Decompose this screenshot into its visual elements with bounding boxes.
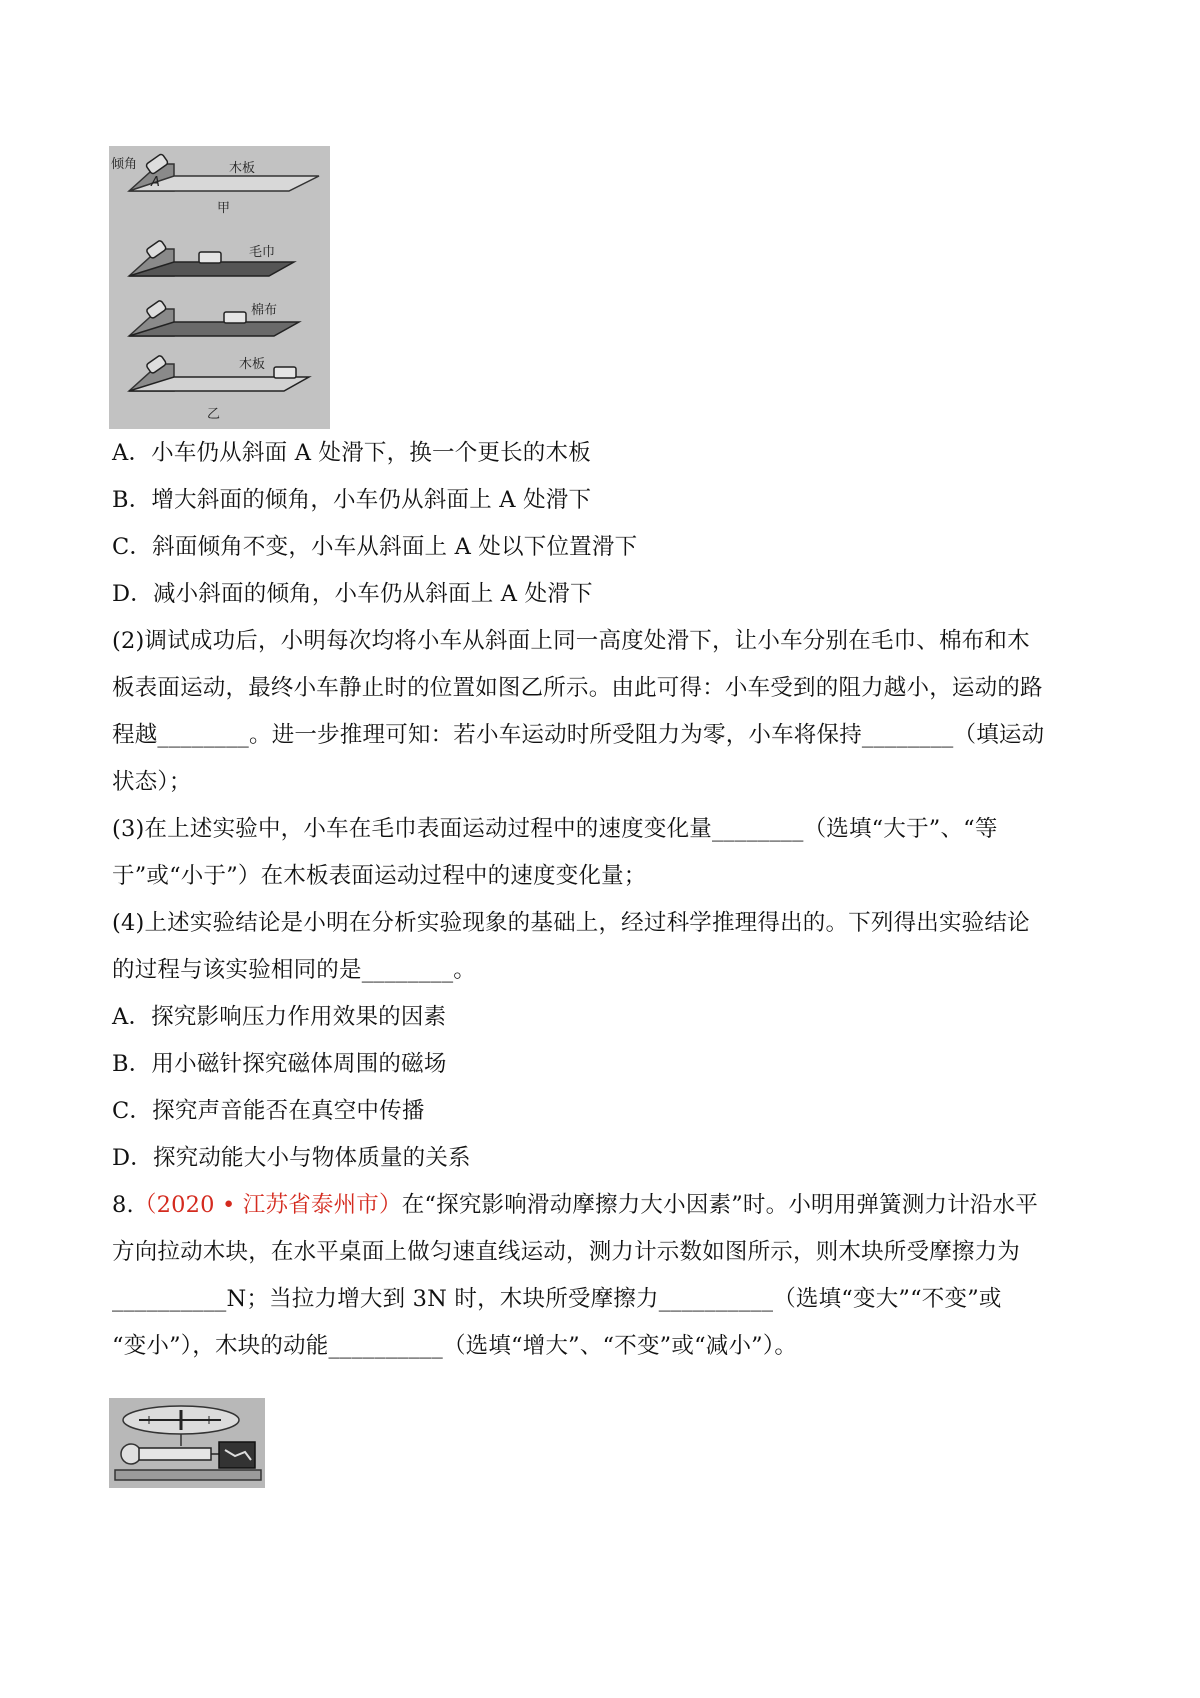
label-board-top: 木板	[229, 161, 256, 176]
q7-part1-option-d: D．减小斜面的倾角，小车仍从斜面上 A 处滑下	[112, 581, 593, 607]
q8-line-4: “变小”），木块的动能__________（选填“增大”、“不变”或“减小”）。	[112, 1333, 798, 1359]
label-towel: 毛巾	[249, 245, 276, 260]
label-angle: 倾角	[111, 157, 138, 172]
q7-part2-line-3: 程越________。进一步推理可知：若小车运动时所受阻力为零，小车将保持________（填运动	[112, 722, 1045, 748]
spring-scale-figure	[109, 1398, 265, 1488]
q7-part2-line-1: (2)调试成功后，小明每次均将小车从斜面上同一高度处滑下，让小车分别在毛巾、棉布和木	[112, 628, 1030, 654]
q7-part1-option-a: A．小车仍从斜面 A 处滑下，换一个更长的木板	[112, 440, 591, 466]
q8-line-1	[112, 1190, 1038, 1220]
q7-part4-option-c: C．探究声音能否在真空中传播	[112, 1098, 425, 1124]
q7-part3-line-1: (3)在上述实验中，小车在毛巾表面运动过程中的速度变化量________（选填“大于”、“等	[112, 816, 998, 842]
q7-part4-option-a: A．探究影响压力作用效果的因素	[112, 1004, 447, 1030]
q8-line-2: 方向拉动木块，在水平桌面上做匀速直线运动，测力计示数如图所示，则木块所受摩擦力为	[112, 1239, 1021, 1265]
label-board-bottom: 木板	[239, 357, 266, 372]
q7-part4-line-1: (4)上述实验结论是小明在分析实验现象的基础上，经过科学推理得出的。下列得出实验结论	[112, 910, 1030, 936]
label-yi: 乙	[207, 407, 221, 422]
q7-part1-option-c: C．斜面倾角不变，小车从斜面上 A 处以下位置滑下	[112, 534, 638, 560]
q7-part3-line-2: 于”或“小于”）在木板表面运动过程中的速度变化量；	[112, 863, 647, 889]
label-point-a: A	[151, 175, 160, 190]
q7-part2-line-2: 板表面运动，最终小车静止时的位置如图乙所示。由此可得：小车受到的阻力越小，运动的路	[112, 675, 1043, 701]
q8-line-3: __________N；当拉力增大到 3N 时，木块所受摩擦力__________（选填“变大”“不变”或	[112, 1286, 1002, 1312]
label-cotton: 棉布	[251, 303, 278, 318]
q7-part4-line-2: 的过程与该实验相同的是________。	[112, 957, 477, 983]
q8-number: 8.	[112, 1192, 134, 1218]
q7-part2-line-4: 状态）；	[112, 769, 192, 795]
q8-source: （2020 • 江苏省泰州市）	[133, 1192, 402, 1218]
q8-line-1-text: 在“探究影响滑动摩擦力大小因素”时。小明用弹簧测力计沿水平	[401, 1192, 1039, 1218]
q7-part1-option-b: B．增大斜面的倾角，小车仍从斜面上 A 处滑下	[112, 487, 592, 513]
incline-experiment-figure	[109, 146, 330, 429]
label-jia: 甲	[217, 201, 231, 216]
q7-part4-option-b: B．用小磁针探究磁体周围的磁场	[112, 1051, 447, 1077]
q7-part4-option-d: D．探究动能大小与物体质量的关系	[112, 1145, 471, 1171]
